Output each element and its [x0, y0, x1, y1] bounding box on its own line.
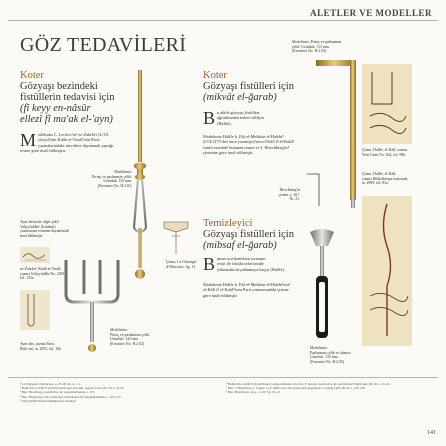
title-line: Gözyaşı fistülleri için [203, 229, 294, 240]
caption-line: yazma Bibliothèque nationale, [362, 176, 409, 181]
caption-line: Modelimiz: [110, 328, 128, 332]
page-number: 141 [427, 430, 436, 436]
caption-line: yazma Veliyyüddîn No. 2491, [20, 271, 66, 276]
manuscript-image [362, 196, 412, 346]
caption-line: Yeni Cami No. 924, fol. 99b. [362, 152, 407, 157]
running-header: ALETLER VE MODELLER [310, 8, 432, 18]
caption-line: Modelimiz: Pirinç ve paslanmaz [292, 40, 342, 44]
caption-line: çelik. Uzunluk: 113 mm. [292, 44, 330, 49]
caption-line: Uzunluk: 155 mm. [103, 179, 132, 184]
header-rule [8, 20, 438, 21]
section-body [203, 256, 293, 272]
drop-cap: B [203, 254, 216, 274]
body-line: unun ucu kemikten tornanın [217, 256, 266, 261]
caption-line: Pirinç ve paslanmaz çelik. [92, 174, 132, 179]
footnotes-right [226, 382, 416, 395]
caption-line: çizimi, s. 167, [278, 192, 300, 197]
caption-line: Çizim, Halîfe, el-Kâfî, [362, 172, 397, 176]
subtitle-line: (mibsaf el-ğarab) [203, 240, 277, 251]
caption-line: Pirinç ve paslanmaz çelik. [110, 332, 150, 337]
caption-line: Uzunluk: 142 mm. [110, 337, 139, 342]
caption-line: (Envanter No. H.2.03) [292, 49, 327, 54]
section-body-2: Modelimiz Halîfe b. Ebî el-Mehâsin el-Halebî'nin² el-Kâfî fî el-Kuhl³'inin Paris yazmasındaki çizime göre imal edilmiştir. [203, 282, 291, 298]
subtitle-line: ellezî fî ma'ak el-'ayn) [20, 114, 113, 125]
caption-koter2-source-mid [266, 188, 300, 202]
body-line: yakmadan fırçalanmaya kaçışı (Halîfe). [217, 266, 286, 272]
left-note [20, 220, 96, 238]
drop-cap: B [203, 108, 216, 128]
footnote-rule [8, 377, 438, 378]
caption-line: fol. 132a. [20, 276, 35, 281]
caption-koter2-source-right [362, 148, 432, 157]
caption-line: (Envanter No. H.2.02) [110, 341, 145, 346]
section-body [203, 110, 303, 126]
caption-line: Nr. 21. [289, 197, 300, 202]
caption-line: Aynı alet, yazma Paris, [20, 342, 55, 346]
caption-line: ez-Zahrâvî, Kitâb et-Tasrîf, [20, 267, 62, 271]
koter-drawing-image [158, 218, 194, 258]
caption-temizleyici-model [310, 346, 370, 364]
caption-line: Bibl. nat. ar. 2953, fol. 10b. [20, 346, 62, 351]
caption-line: ar. 2999, fol. 83a. [362, 181, 389, 186]
section-body-2: Modelimiz Halîfe b. Ebî el-Mehâsin el-Halebî² (674/1275'den önce yazmıştır)'nin el-Kâfî fî el-Kuhl³ isimli eserinde bulunan resme ve J. Hirschberg'in⁴ çizimine göre imal edilmiştir. [203, 134, 295, 156]
footnote: ⁴ Bkz. Hirschberg, Die arabischen Lehrbücher der Augenheilkunde, s. 163-170. [20, 394, 122, 399]
section-label: Temizleyici [203, 218, 253, 229]
title-line: fistüllerin tedavisi için [20, 92, 115, 103]
body-line: u aletle gözyaşı fistülleri, [217, 110, 261, 115]
footnote: ⁶ Halîfe'nin el-Kâfî fî el-Kuhl'unun yazma nüshaları için bkz. F. Sezgin, Geschichte des arabischen Schrifttums, Bd. III, s. 25-26. [226, 382, 391, 386]
caption-line: Veliyyüddîn⁵ (İstanbul) [20, 224, 56, 229]
hirschberg-drawing-image [303, 170, 323, 210]
left-model-2 [110, 328, 170, 346]
caption-line: (Envanter No. H.2.05) [310, 359, 345, 364]
caption-line: imal edilmiştir. [20, 233, 43, 238]
caption-line: Çizim, La Chirurgie [166, 260, 197, 264]
drop-cap: M [20, 130, 37, 150]
subtitle-line: (fî keyy en-nâsûr [20, 103, 91, 114]
footnote: ³ Bkz. Hirschberg, Geschichte der Augenheilkunde, s. 167. [20, 390, 95, 395]
caption-koter2-model [292, 40, 350, 54]
left-source-2 [20, 342, 80, 351]
spatula-instrument-image [292, 226, 352, 356]
caption-line: Hirschberg'in [279, 188, 300, 192]
body-line: ağrıtılmadan tedavi ediliyor [217, 115, 265, 121]
caption-line: Çizim, Halîfe, el-Kâfî, yazma [362, 148, 408, 152]
footnote: ² Halîfe'nin el-Kâfî fî el-Kuhl isimli eseri için bkz. Sezgin, GAS, Bd. III, s. 25-26. [20, 386, 125, 391]
manuscript-image [20, 247, 50, 263]
section-label: Koter [20, 70, 44, 81]
caption-line: (Envanter No. H.2.01) [97, 183, 132, 188]
body-text: odelimiz L. Leclerc'in¹ ez-Zahrâvî (4./10. yüzyıl)'nin Kitâb et-Tasrîf'inin Paris yazmalarındaki tasvirlere dayanarak yaptığı resme göre imal edilmiştir. [20, 132, 114, 154]
caption-line: Uzunluk: 132 mm. [310, 355, 339, 360]
manuscript-image [362, 64, 412, 144]
footnote: ⁵ Veliyyüddîn Efendi Kütüphanesi, İstanbul. [20, 398, 77, 403]
caption-line: Modelimiz: [114, 170, 132, 174]
caption-line: Aynı aletin bir diğer şekli [20, 220, 59, 224]
manuscript-image [20, 290, 50, 330]
footnote: ⁷ Bkz. J. Hirschberg, J. Lippert ve E. Mittwoch, Die arabischen Augenärzte, Leipzig 1905, Bd. II, s. 145-148. [226, 386, 366, 391]
page-title: GÖZ TEDAVİLERİ [20, 34, 187, 56]
caption-line: Paslanmaz çelik ve abanoz [310, 350, 351, 355]
section-body [20, 132, 115, 154]
footnotes-left [20, 382, 210, 403]
body-line: tesiri ile fistülü tedavisinde [217, 261, 264, 267]
body-line: (Halîfe). [217, 120, 232, 126]
footnote: ⁸ Bkz. Hirschberg, a.g.e., s. 167 fig. Nr. 21. [226, 390, 282, 395]
subtitle-line: (mikvât el-ğarab) [203, 92, 277, 103]
caption-temizleyici-source-right [362, 172, 432, 186]
caption-line: yazmasının resmine dayanılarak [20, 229, 69, 234]
title-line: Gözyaşı bezindeki [20, 81, 98, 92]
title-line: Gözyaşı fistülleri için [203, 81, 294, 92]
footnote: ¹ La Chirurgie d'Albucasis, s. 47-48, fig. no. 11. [20, 382, 81, 386]
section-label: Koter [203, 70, 227, 81]
caption-line: Modelimiz: [310, 346, 328, 350]
caption-line: d'Albucasis, fig. 11. [166, 264, 197, 269]
